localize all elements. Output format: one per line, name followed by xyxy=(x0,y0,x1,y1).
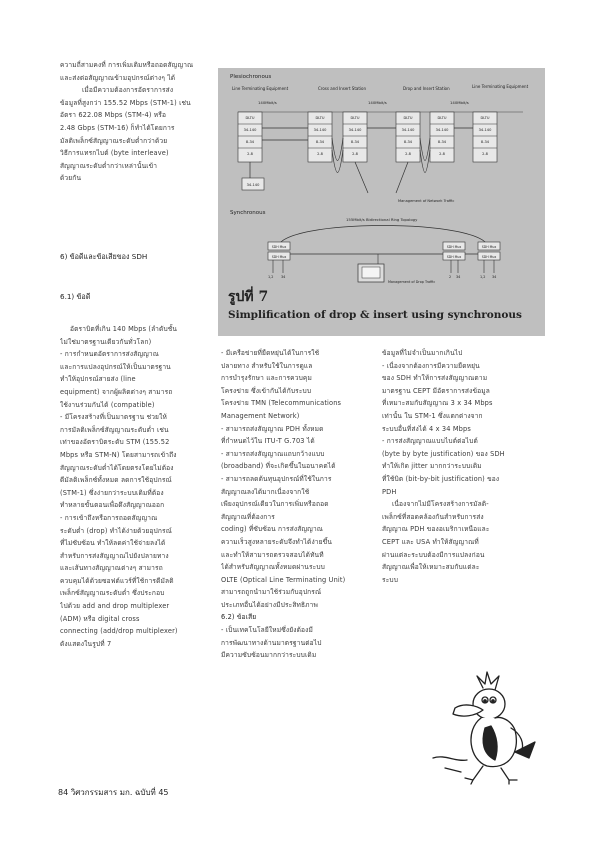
text-line: ระดับต่ำ (drop) ทำได้ง่ายด้วยอุปกรณ์ xyxy=(60,526,172,535)
text-line: ระบบอื่นที่ส่งได้ 4 x 34 Mbps xyxy=(382,424,471,433)
box-label: 8-34 xyxy=(350,140,360,144)
text-line: สัญญาณลงได้มากเนื่องจากใช้ xyxy=(221,487,310,496)
text-line: เพล็กซ์ที่สอดคล้องกันสำหรับการส่ง xyxy=(382,512,484,521)
text-line: ด้วยกัน xyxy=(60,174,82,183)
bird-crest xyxy=(477,672,499,690)
link-line xyxy=(355,162,368,193)
text-line: เนื่องจากไม่มีโครงสร้างการมัลติ- xyxy=(392,500,489,509)
text-line: สัญญาณ PDH ของอเมริกาเหนือและ xyxy=(382,525,490,534)
ground-line xyxy=(445,768,461,772)
link-line xyxy=(396,162,408,193)
bird-pupil xyxy=(492,700,494,702)
box-label: DLTU xyxy=(315,116,325,120)
section-heading-6-1: 6.1) ข้อดี xyxy=(60,292,91,301)
text-line: สามารถถูกนำมาใช้ร่วมกับอุปกรณ์ xyxy=(221,588,322,597)
text-line: และทำให้สามารถตรวจสอบได้ทันที xyxy=(221,550,324,559)
box-label: 34-140 xyxy=(401,128,415,132)
bird-cartoon-illustration xyxy=(425,668,545,786)
text-line: สัญญาณระดับต่ำได้โดยตรงโดยไม่ต้อง xyxy=(60,463,174,472)
text-line: - สามารถส่งสัญญาณแถบกว้างแบบ xyxy=(221,449,325,458)
tick-label: 34 xyxy=(492,275,497,279)
text-line: การพัฒนาทางด้านมาตรฐานต่อไป xyxy=(221,638,322,647)
text-line: (byte by byte justification) ของ SDH xyxy=(382,449,505,458)
bird-leg xyxy=(501,768,517,784)
box-label: 8-34 xyxy=(480,140,490,144)
box-label: 2-8 xyxy=(405,152,411,156)
box-label: DLTU xyxy=(350,116,360,120)
label-synchronous: Synchronous xyxy=(230,210,266,216)
text-line: และเส้นทางสัญญาณต่างๆ สามารถ xyxy=(60,564,163,573)
text-line: ความเร็วสูงหลายระดับจึงทำได้ง่ายขึ้น xyxy=(221,537,332,546)
figure-number: รูปที่ 7 xyxy=(228,289,269,305)
text-line: ปลายทาง สำหรับใช้ในการดูแล xyxy=(221,361,313,370)
box-label: 34-140 xyxy=(348,128,362,132)
text-line: วิธีการแทรกไบต์ (byte interleave) xyxy=(60,149,169,158)
text-line: สำหรับการส่งสัญญาณไปยังปลายทาง xyxy=(60,551,169,560)
page-footer: 84 วิศวกรรมสาร มก. ฉบับที่ 45 xyxy=(58,788,169,797)
box-label: SDH Mux xyxy=(271,255,287,259)
text-line: เมื่อมีความต้องการอัตราการส่ง xyxy=(82,86,174,95)
ground-line xyxy=(433,757,467,760)
text-line: โครงข่าย ซึ่งเข้ากันได้กับระบบ xyxy=(221,386,312,395)
text-line: ทำให้อุปกรณ์สายส่ง (line xyxy=(60,375,136,384)
text-line: ที่ไม่ซับซ้อน ทำให้ลดค่าใช้จ่ายลงได้ xyxy=(60,539,166,548)
loop-connection xyxy=(332,150,343,173)
label-mgmt-drop: Management of Drop Traffic xyxy=(388,280,436,284)
text-line: มาตรฐาน CEPT มีอัตราการส่งข้อมูล xyxy=(382,386,490,395)
text-line: (STM-1) ซึ่งง่ายกว่าระบบเดิมที่ต้อง xyxy=(60,488,164,497)
text-line: ดังแสดงในรูปที่ 7 xyxy=(60,639,112,648)
label-ring: 155Mbit/s Bidirectional Ring Topology xyxy=(346,217,418,222)
box-label: SDH Mux xyxy=(271,245,287,249)
text-line: เพียงอุปกรณ์เดียวในการเพิ่มหรือถอด xyxy=(221,500,329,509)
text-line: ทำให้เกิด jitter มากกว่าระบบเดิม xyxy=(382,462,482,471)
column1-top-text xyxy=(60,59,210,185)
box-label: SDH Mux xyxy=(446,245,462,249)
rate-label: 140Mbit/s xyxy=(258,100,277,105)
text-line: OLTE (Optical Line Terminating Unit) xyxy=(221,575,346,584)
box-label: 8-34 xyxy=(403,140,413,144)
box-label: 8-34 xyxy=(437,140,447,144)
tick-label: 34 xyxy=(456,275,461,279)
text-line: อัตราบิตที่เกิน 140 Mbps (ลำดับชั้น xyxy=(70,325,178,333)
text-line: ที่เหมาะสมกับสัญญาณ 3 x 34 Mbps xyxy=(382,399,493,408)
text-line: ผ่านแต่ละระบบต้องมีการแปลงก่อน xyxy=(382,550,485,559)
text-line: - การส่งสัญญาณแบบไบต์ต่อไบต์ xyxy=(382,437,478,446)
text-line: เท่าของอัตราบิตระดับ STM (155.52 xyxy=(60,438,170,447)
bird-tail xyxy=(515,742,535,758)
text-line: Management Network) xyxy=(221,411,300,420)
text-line: Mbps หรือ STM-N) โดยสามารถเข้าถึง xyxy=(60,450,177,459)
section-heading-6: 6) ข้อดีและข้อเสียของ SDH xyxy=(60,252,148,261)
box-label: DLTU xyxy=(480,116,490,120)
box-label: DLTU xyxy=(437,116,447,120)
text-line: โครงข่าย TMN (Telecommunications xyxy=(221,399,342,408)
box-label: SDH Mux xyxy=(446,255,462,259)
tick-label: 34 xyxy=(281,275,286,279)
text-line: - มีโครงสร้างที่เป็นมาตรฐาน ช่วยให้ xyxy=(60,413,167,422)
label-lte-right: Line Terminating Equipment xyxy=(472,84,529,89)
bird-leg xyxy=(465,766,483,784)
text-line: ประเภทอื่นได้อย่างมีประสิทธิภาพ xyxy=(221,600,319,609)
terminal-screen xyxy=(362,267,380,278)
text-line: สัญญาณที่ต้องการ xyxy=(221,512,275,521)
text-line: 6.2) ข้อเสีย xyxy=(221,613,257,622)
text-line: - การเข้าถึงหรือการถอดสัญญาณ xyxy=(60,513,158,522)
text-line: ระบบ xyxy=(382,575,399,584)
box-label: 2-8 xyxy=(352,152,358,156)
text-line: ความถี่สามคงที่ การเพิ่มเติมหรือถอดสัญญาณ xyxy=(60,61,194,69)
box-label: 34-140 xyxy=(243,128,257,132)
text-line: - เป็นเทคโนโลยีใหม่ซึ่งยังต้องมี xyxy=(221,626,314,635)
text-line: อัตรา 622.08 Mbps (STM-4) หรือ xyxy=(60,111,167,120)
label-drop-insert: Drop and Insert Station xyxy=(403,86,450,91)
text-line: สัญญาณระดับต่ำกว่าเหล่านั้นเข้า xyxy=(60,161,158,170)
text-line: ข้อมูลที่สูงกว่า 155.52 Mbps (STM-1) เช่น xyxy=(60,98,191,107)
text-line: connecting (add/drop multiplexer) xyxy=(60,627,178,636)
box-label: 2-8 xyxy=(482,152,488,156)
text-line: ใช้งานร่วมกันได้ (compatible) xyxy=(60,400,155,409)
column3-text xyxy=(382,347,542,586)
column2-text xyxy=(221,347,371,662)
box-label: SDH Mux xyxy=(481,245,497,249)
text-line: ที่กำหนดไว้ใน ITU-T G.703 ได้ xyxy=(221,437,315,446)
box-label: SDH Mux xyxy=(481,255,497,259)
text-line: มัลติเพล็กซ์สัญญาณระดับต่ำกว่าด้วย xyxy=(60,136,168,145)
loop-connection xyxy=(420,150,430,173)
rate-label: 140Mbit/s xyxy=(450,100,469,105)
bird-head xyxy=(473,689,505,719)
tick-label: 2 xyxy=(449,275,452,279)
text-line: ทำหลายขั้นตอนเพื่อดึงสัญญาณออก xyxy=(60,501,165,510)
text-line: equipment) จากผู้ผลิตต่างๆ สามารถ xyxy=(60,387,173,396)
text-line: (ADM) หรือ digital cross xyxy=(60,614,140,623)
text-line: และการแปลงอุปกรณ์ให้เป็นมาตรฐาน xyxy=(60,362,171,371)
box-label: 2-8 xyxy=(439,152,445,156)
text-line: - มีเครือข่ายที่ยืดหยุ่นได้ในการใช้ xyxy=(221,349,320,357)
box-label: DLTU xyxy=(403,116,413,120)
bird-pupil xyxy=(484,700,486,702)
column1-bottom-text xyxy=(60,323,210,650)
figure-caption: Simplification of drop & insert using synchronous xyxy=(228,309,522,321)
text-line: ควบคุมได้ด้วยซอฟต์แวร์ที่ใช้การดีมัลติ xyxy=(60,576,174,585)
text-line: สัญญาณเพื่อให้เหมาะสมกับแต่ละ xyxy=(382,563,480,572)
text-line: - เนื่องจากต้องการมีความยืดหยุ่น xyxy=(382,361,480,370)
text-line: มีความซับซ้อนมากกว่าระบบเดิม xyxy=(221,651,317,660)
text-line: และส่งต่อสัญญาณข้ามอุปกรณ์ต่างๆ ได้ xyxy=(60,73,176,82)
box-label: 2-8 xyxy=(247,152,253,156)
text-line: ไม่ใช่มาตรฐานเดียวกันทั่วโลก) xyxy=(60,337,152,346)
box-label: 34-140 xyxy=(435,128,449,132)
text-line: ดีมัลติเพล็กซ์ทั้งหมด ลดการใช้อุปกรณ์ xyxy=(60,476,172,485)
text-line: เพล็กซ์สัญญาณระดับต่ำ ซึ่งประกอบ xyxy=(60,589,165,598)
text-line: ได้สำหรับสัญญาณทั้งหมดผ่านระบบ xyxy=(221,563,325,572)
text-line: ไปด้วย add and drop multiplexer xyxy=(60,602,170,611)
loop-connection xyxy=(420,138,430,161)
tick-label: 1,2 xyxy=(480,275,486,279)
box-label: 2-8 xyxy=(317,152,323,156)
box-label: DLTU xyxy=(245,116,255,120)
box-label: 34-140 xyxy=(246,183,260,187)
text-line: การบำรุงรักษา และการควบคุม xyxy=(221,374,312,383)
text-line: coding) ที่ซับซ้อน การส่งสัญญาณ xyxy=(221,525,324,534)
box-label: 8-34 xyxy=(315,140,325,144)
text-line: PDH xyxy=(382,487,397,496)
text-line: ของ SDH ทำให้การส่งสัญญาณตาม xyxy=(382,374,488,383)
label-lte-left: Line Terminating Equipment xyxy=(232,86,289,91)
label-cross-connect: Cross and Insert Station xyxy=(318,86,366,91)
text-line: เท่านั้น ใน STM-1 ซึ่งแตกต่างจาก xyxy=(382,411,483,420)
text-line: ที่ใช้บิต (bit-by-bit justification) ของ xyxy=(382,474,500,483)
text-line: CEPT และ USA ทำให้สัญญาณที่ xyxy=(382,537,479,546)
text-line: - การกำหนดอัตราการส่งสัญญาณ xyxy=(60,350,160,359)
box-label: 34-140 xyxy=(478,128,492,132)
text-line: - สามารถลดต้นทุนอุปกรณ์ที่ใช้ในการ xyxy=(221,474,332,483)
loop-connection xyxy=(332,138,343,161)
label-mgmt: Management of Network Traffic xyxy=(398,199,455,203)
text-line: - สามารถส่งสัญญาณ PDH ทั้งหมด xyxy=(221,424,324,433)
tick-label: 1,2 xyxy=(268,275,274,279)
text-line: ข้อมูลที่ไม่จำเป็นมากเกินไป xyxy=(382,349,463,357)
label-plesiochronous: Plesiochronous xyxy=(230,74,272,80)
rate-label: 140Mbit/s xyxy=(368,100,387,105)
text-line: 2.48 Gbps (STM-16) ก็ทำได้โดยการ xyxy=(60,123,175,132)
text-line: การมัลติเพล็กซ์สัญญาณระดับต่ำ เช่น xyxy=(60,425,169,434)
box-label: 34-140 xyxy=(313,128,327,132)
box-label: 8-34 xyxy=(245,140,255,144)
text-line: (broadband) ที่จะเกิดขึ้นในอนาคตได้ xyxy=(221,462,336,471)
